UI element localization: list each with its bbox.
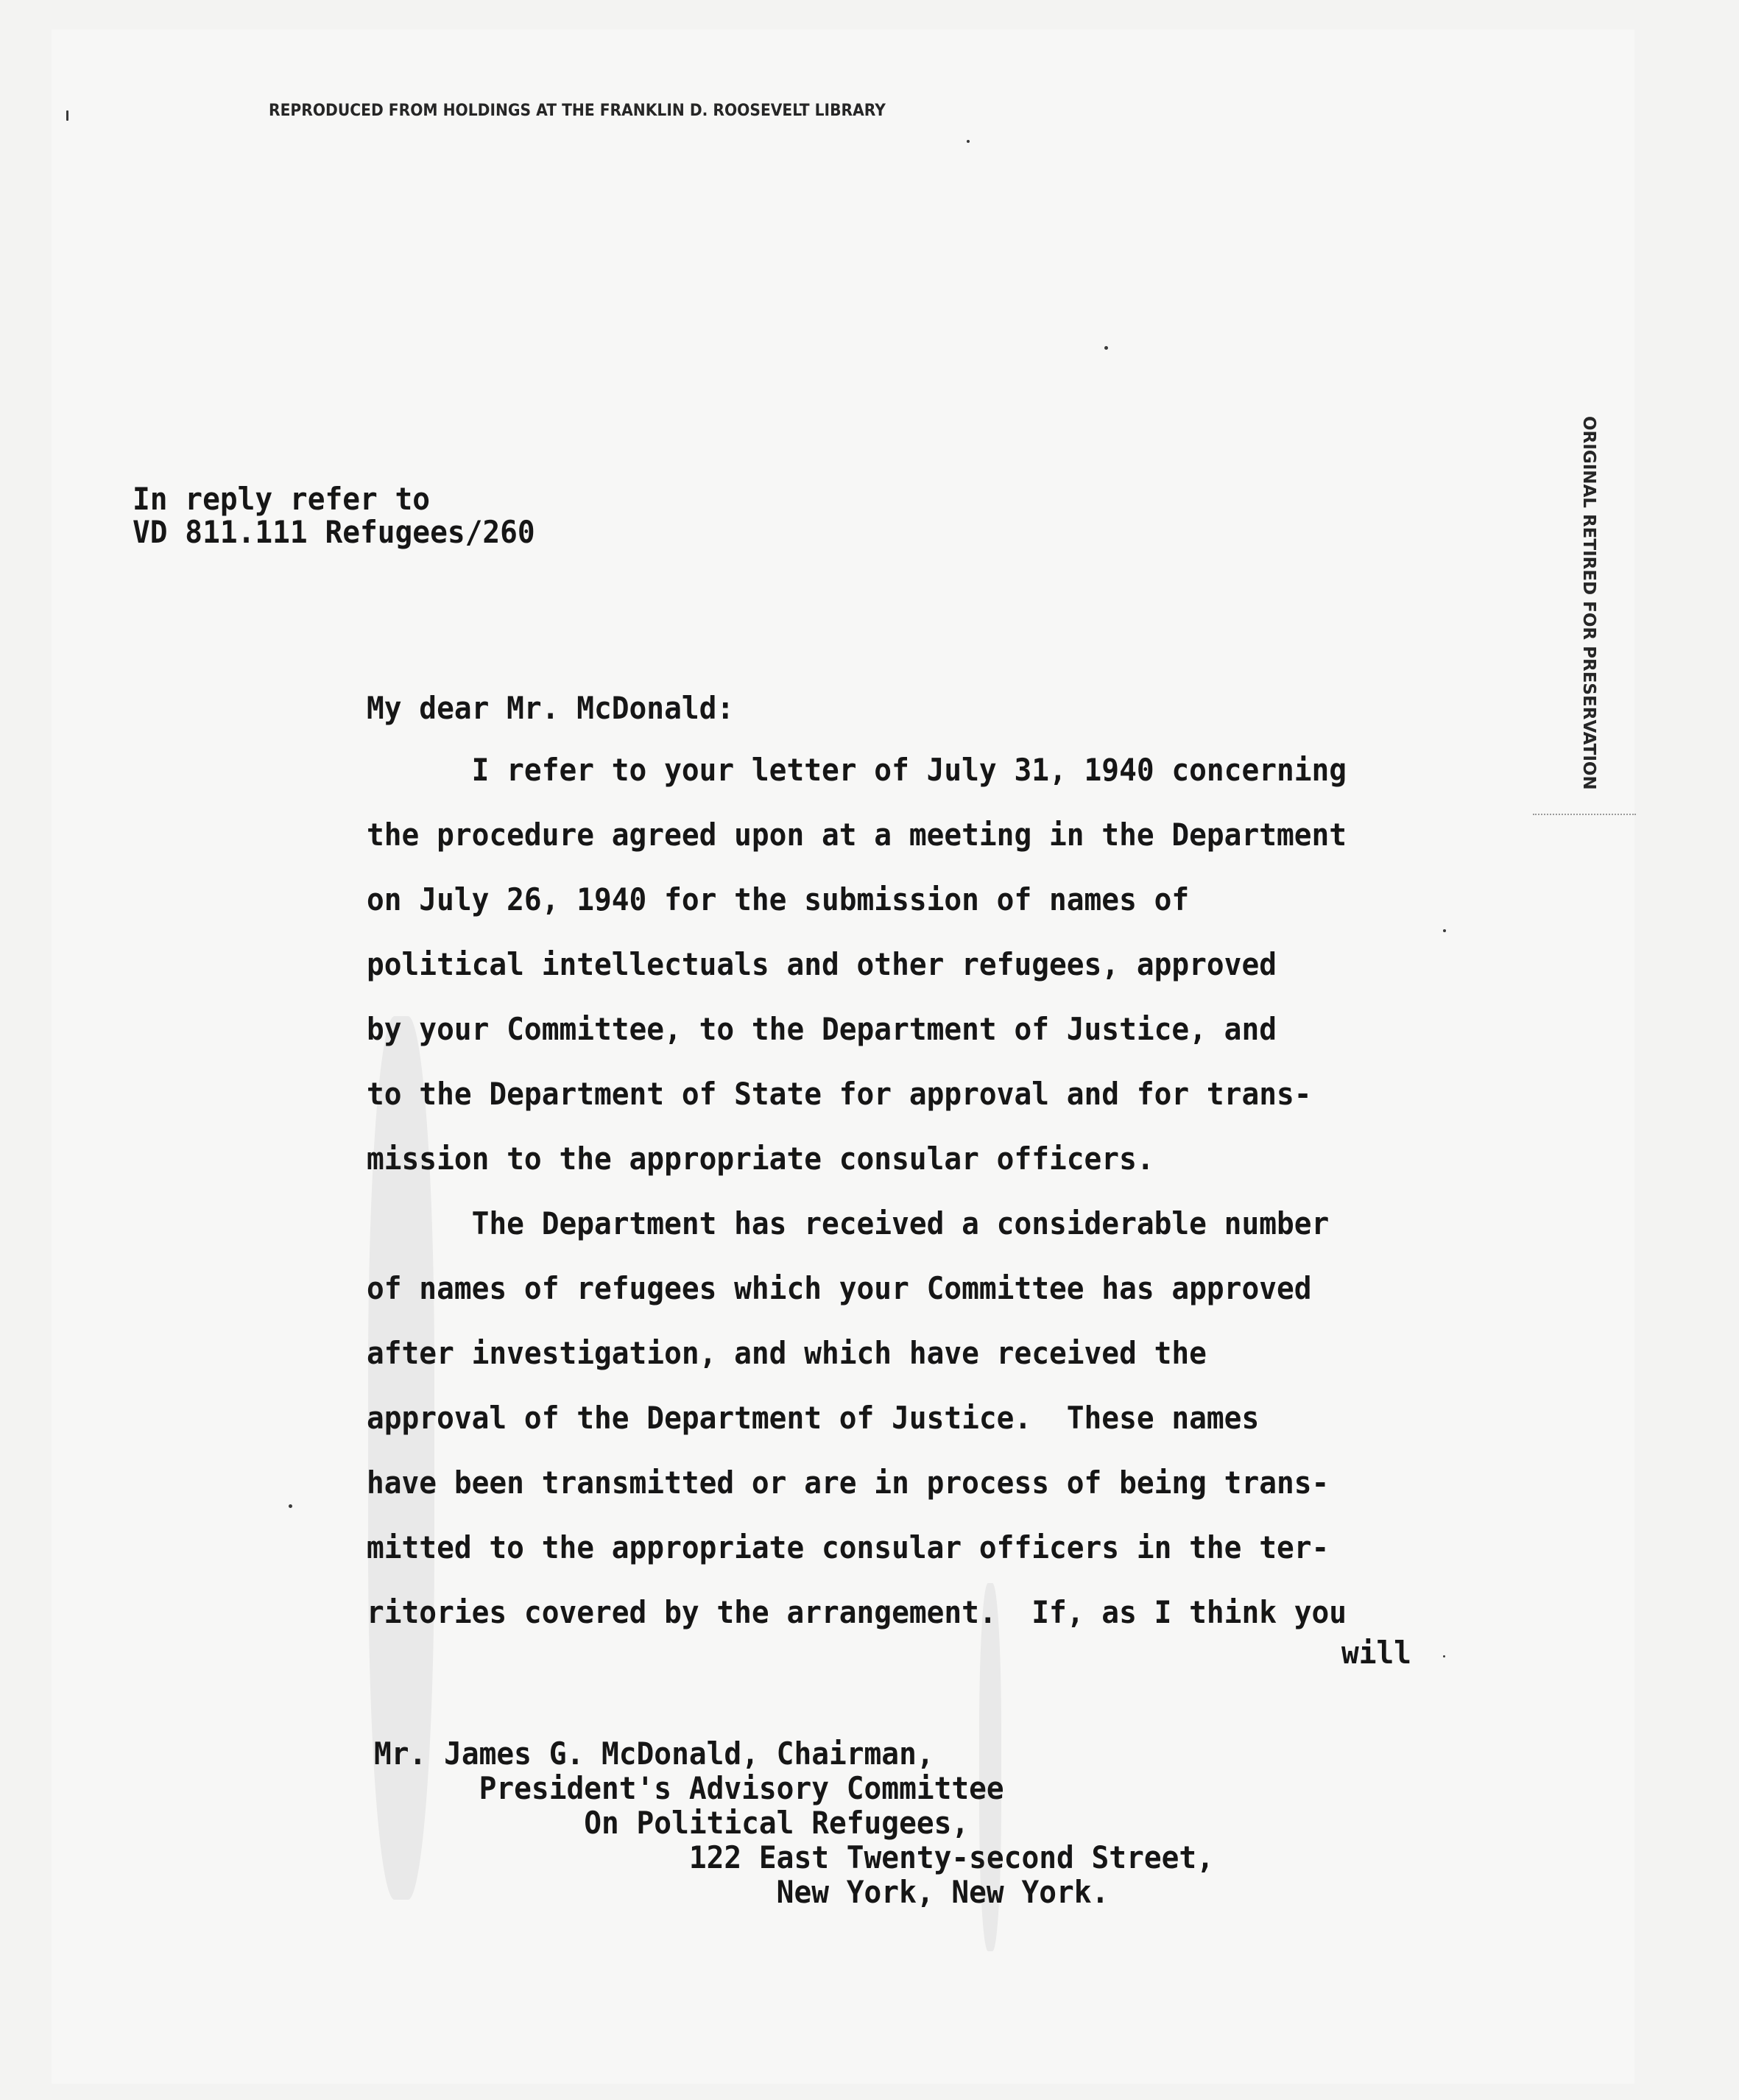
salutation: My dear Mr. McDonald:: [367, 690, 735, 726]
scan-speck: [289, 1504, 292, 1508]
preservation-stamp: ORIGINAL RETIRED FOR PRESERVATION: [1579, 416, 1598, 790]
scan-speck: [967, 140, 970, 143]
letter-body: I refer to your letter of July 31, 1940 concerning the procedure agreed upon at a meeting in the Department on July 26, 1940 for the submission of names of political intellectuals and other refugees, approved by your Committee, to the Department of Justice, and to the Department of State for approval and for trans- mission to the appropriate consular officers. The Department has received a considerable number of names of refugees which your Committee has approved after investigation, and which have received the approval of the Department of Justice. These names have been transmitted or are in process of being trans- mitted to the appropriate consular officers in the ter- ritories covered by the arrangement. If, as I think you: [367, 752, 1347, 1630]
reproduction-stamp: REPRODUCED FROM HOLDINGS AT THE FRANKLIN D. ROOSEVELT LIBRARY: [269, 102, 886, 120]
recipient-address: Mr. James G. McDonald, Chairman, President's Advisory Committee On Political Refugees, 122 East Twenty-second Street, New York, New York.: [374, 1736, 1214, 1910]
scan-speck: [1443, 929, 1446, 932]
reference-line: In reply refer to VD 811.111 Refugees/260: [133, 481, 535, 550]
stamp-divider: [1533, 814, 1636, 815]
scan-speck: [66, 110, 68, 121]
scan-speck: [1443, 1655, 1445, 1657]
page-carry-over-word: will: [1341, 1635, 1412, 1671]
scan-speck: [1104, 346, 1108, 350]
